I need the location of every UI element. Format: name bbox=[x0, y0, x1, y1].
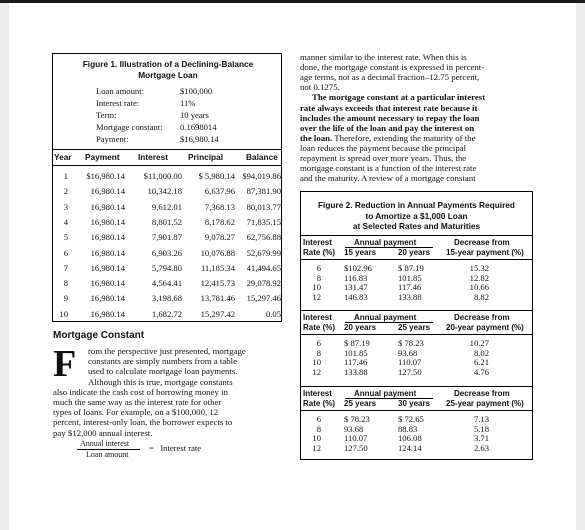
header-bottom-rule bbox=[301, 334, 532, 335]
paragraph-text: not 0.1275. bbox=[300, 82, 340, 93]
year-cell: 6 bbox=[63, 247, 68, 258]
header-years-2: 20 years bbox=[398, 248, 431, 257]
year-cell: 2 bbox=[63, 186, 68, 197]
param-label: Interest rate: bbox=[96, 98, 140, 109]
figure-2-box bbox=[300, 191, 533, 460]
year-cell: 7 bbox=[63, 262, 68, 273]
paragraph-line: types of loans. For example, on a $100,000, 12 bbox=[53, 407, 219, 418]
paragraph-line: rom the perspective just presented, mortgage bbox=[88, 346, 246, 356]
formula-rhs-text: Interest rate bbox=[160, 443, 202, 453]
drop-cap: F bbox=[53, 343, 77, 385]
paragraph-line bbox=[300, 62, 484, 72]
paragraph-line: also indicate the cash cost of borrowing money in bbox=[53, 386, 228, 397]
payment-cell: $102.96 bbox=[344, 263, 372, 273]
paragraph-line bbox=[300, 72, 479, 82]
amount-cell: 1,682.72 bbox=[151, 308, 182, 319]
payment-cell: 133.88 bbox=[398, 291, 422, 302]
header-annual-payment: Annual payment bbox=[354, 238, 417, 247]
year-cell: 8 bbox=[63, 278, 68, 289]
decrease-cell: 7.13 bbox=[473, 414, 489, 424]
payment-cell: 101.85 bbox=[398, 272, 422, 283]
header-interest: Interest bbox=[303, 238, 332, 247]
payment-cell: $ 78.23 bbox=[344, 414, 370, 424]
header-bottom-rule bbox=[53, 165, 281, 166]
decrease-cell: 8.82 bbox=[473, 291, 489, 302]
decrease-cell: 2.63 bbox=[473, 442, 489, 453]
amount-cell: $94,019.86 bbox=[242, 171, 281, 181]
year-cell: 1 bbox=[63, 171, 68, 181]
paragraph-line: pay $12,000 annual interest. bbox=[53, 427, 153, 438]
payment-cell: 127.50 bbox=[398, 366, 422, 377]
param-label: Mortgage constant: bbox=[96, 122, 163, 133]
column-header: Year bbox=[54, 152, 72, 162]
amount-cell: 41,494.65 bbox=[246, 262, 281, 273]
header-rate: Rate (%) bbox=[303, 399, 336, 408]
paragraph-text: rate always exceeds that interest rate because it bbox=[300, 102, 478, 113]
paragraph-line: percent, interest-only loan, the borrower expects to bbox=[53, 417, 233, 428]
decrease-cell: 6.21 bbox=[473, 357, 489, 368]
payment-cell: 133.88 bbox=[344, 366, 368, 377]
paragraph-text: mortgage constant is a function of the interest rate bbox=[300, 163, 477, 174]
rate-cell: 6 bbox=[316, 263, 321, 273]
amount-cell: 9,612.01 bbox=[151, 201, 182, 212]
payment-cell: $ 87.19 bbox=[344, 338, 370, 348]
paragraph-text: The mortgage constant at a particular interest bbox=[312, 92, 486, 103]
year-cell: 5 bbox=[63, 232, 68, 243]
paragraph-line bbox=[300, 163, 476, 173]
rate-cell: 6 bbox=[316, 414, 321, 424]
figure-1-title-line-1: Figure 1. Illustration of a Declining-Balance bbox=[82, 59, 254, 69]
param-value: $16,980.14 bbox=[180, 134, 219, 145]
header-annual-payment: Annual payment bbox=[354, 389, 417, 398]
year-cell: 4 bbox=[63, 216, 68, 227]
param-label: Term: bbox=[96, 110, 117, 121]
amount-cell: $11,000.00 bbox=[143, 171, 182, 181]
paragraph-line bbox=[312, 92, 485, 102]
rate-cell: 10 bbox=[312, 433, 321, 444]
amount-cell: 16,980.14 bbox=[90, 308, 125, 319]
decrease-cell: 10.27 bbox=[469, 338, 489, 348]
amount-cell: 0.05 bbox=[265, 308, 281, 319]
paragraph-line bbox=[300, 123, 474, 133]
header-years-2: 30 years bbox=[398, 399, 431, 408]
header-years-1: 15 years bbox=[344, 248, 377, 257]
paragraph-line: Although this is true, mortgage constants bbox=[88, 376, 233, 387]
payment-cell: 116.83 bbox=[344, 272, 368, 283]
paragraph-line bbox=[300, 103, 477, 113]
header-decrease-2: 20-year payment (%) bbox=[446, 323, 524, 332]
amount-cell: $ 5,980.14 bbox=[198, 171, 235, 181]
rate-cell: 12 bbox=[312, 366, 321, 377]
param-value: 11% bbox=[180, 98, 196, 109]
formula-equals: = bbox=[149, 443, 154, 453]
amount-cell: 15,297.42 bbox=[200, 308, 235, 319]
header-years-2: 25 years bbox=[398, 323, 431, 332]
decrease-cell: 8.02 bbox=[473, 347, 489, 358]
paragraph-text: includes the amount necessary to repay the loan bbox=[300, 112, 480, 123]
amount-cell: 6,903.26 bbox=[151, 247, 182, 258]
amount-cell: 52,679.99 bbox=[246, 247, 281, 258]
amount-cell: 16,980.14 bbox=[90, 216, 125, 227]
amount-cell: 13,781.46 bbox=[200, 293, 235, 304]
payment-cell: $ 78.23 bbox=[398, 338, 424, 348]
header-rate: Rate (%) bbox=[303, 248, 336, 257]
payment-cell: 124.14 bbox=[398, 442, 422, 453]
header-decrease: Decrease from bbox=[454, 313, 510, 322]
section-rule bbox=[301, 310, 532, 311]
param-value: 0.1698014 bbox=[180, 122, 217, 133]
amount-cell: 16,980.14 bbox=[90, 293, 125, 304]
payment-cell: 131.47 bbox=[344, 282, 368, 293]
year-cell: 9 bbox=[63, 293, 68, 304]
amount-cell: 29,078.92 bbox=[246, 278, 281, 289]
payment-cell: 101.85 bbox=[344, 347, 368, 358]
payment-cell: 88.83 bbox=[398, 423, 418, 434]
paragraph-line bbox=[300, 143, 466, 153]
amount-cell: 6,637.96 bbox=[204, 186, 235, 197]
payment-cell: 110.07 bbox=[344, 433, 368, 444]
payment-cell: $ 72.65 bbox=[398, 414, 424, 424]
formula-numerator: Annual interest bbox=[80, 439, 130, 448]
paragraph-text: over the life of the loan and pay the interest on bbox=[300, 122, 475, 133]
paragraph-text-continuation: Therefore, extending the maturity of the bbox=[332, 132, 476, 143]
amount-cell: 10,342.18 bbox=[147, 186, 182, 197]
figure-1-box bbox=[52, 53, 282, 322]
payment-cell: 106.08 bbox=[398, 433, 422, 444]
amount-cell: 87,381.90 bbox=[246, 186, 281, 197]
rate-cell: 10 bbox=[312, 282, 321, 293]
amount-cell: 80,013.77 bbox=[246, 201, 281, 212]
payment-cell: 110.07 bbox=[398, 357, 422, 368]
payment-cell: 93.68 bbox=[344, 423, 364, 434]
header-bottom-rule bbox=[301, 410, 532, 411]
amount-cell: 16,980.14 bbox=[90, 201, 125, 212]
amount-cell: 7,901.87 bbox=[151, 232, 182, 243]
param-value: 10 years bbox=[180, 110, 209, 121]
paragraph-text: loan reduces the payment because the principal bbox=[300, 142, 467, 153]
paragraph-text: manner similar to the interest rate. When this is bbox=[300, 52, 467, 62]
year-cell: 3 bbox=[63, 201, 68, 212]
rate-cell: 8 bbox=[316, 423, 321, 434]
decrease-cell: 4.76 bbox=[473, 366, 489, 377]
figure-2-title-line-3: at Selected Rates and Maturities bbox=[352, 221, 481, 231]
decrease-cell: 10.66 bbox=[469, 282, 489, 293]
section-heading: Mortgage Constant bbox=[53, 330, 145, 341]
column-header: Balance bbox=[246, 152, 278, 162]
param-value: $100,000 bbox=[180, 86, 213, 96]
paragraph-line bbox=[300, 52, 467, 62]
column-header: Payment bbox=[85, 152, 120, 162]
year-cell: 10 bbox=[59, 308, 68, 319]
figure-1-title bbox=[53, 59, 283, 81]
amount-cell: 8,178.62 bbox=[204, 216, 235, 227]
header-rate: Rate (%) bbox=[303, 323, 336, 332]
header-annual-payment: Annual payment bbox=[354, 313, 417, 322]
figure-2-title bbox=[301, 200, 532, 232]
column-header: Principal bbox=[188, 152, 224, 162]
paragraph-line bbox=[300, 133, 476, 143]
paragraph-text: done, the mortgage constant is expressed in percent- bbox=[300, 62, 485, 73]
payment-cell: 117.46 bbox=[398, 282, 422, 293]
rate-cell: 6 bbox=[316, 338, 321, 348]
paragraph-line: constants are simply numbers from a table bbox=[88, 356, 238, 367]
payment-cell: 127.50 bbox=[344, 442, 368, 453]
payment-cell: 146.83 bbox=[344, 291, 368, 302]
paragraph-text: and the maturity. A review of a mortgage constant bbox=[300, 173, 476, 184]
payment-cell: 93.68 bbox=[398, 347, 418, 358]
decrease-cell: 15.32 bbox=[469, 263, 489, 273]
decrease-cell: 3.71 bbox=[473, 433, 489, 444]
header-decrease: Decrease from bbox=[454, 389, 510, 398]
rate-cell: 8 bbox=[316, 272, 321, 283]
amount-cell: 15,297.46 bbox=[246, 293, 281, 304]
amount-cell: 12,415.73 bbox=[200, 278, 235, 289]
amount-cell: 16,980.14 bbox=[90, 247, 125, 258]
formula-rhs bbox=[149, 443, 201, 453]
paragraph-line: much the same way as the interest rate for other bbox=[53, 397, 222, 407]
amount-cell: 10,076.88 bbox=[200, 247, 235, 258]
column-header: Interest bbox=[138, 152, 168, 162]
amount-cell: 4,564.41 bbox=[151, 278, 182, 289]
rate-cell: 10 bbox=[312, 357, 321, 368]
amount-cell: 16,980.14 bbox=[90, 262, 125, 273]
amount-cell: 16,980.14 bbox=[90, 186, 125, 197]
paragraph-text: repayment is spread over more years. Thus, the bbox=[300, 153, 467, 163]
amount-cell: $16,980.14 bbox=[86, 171, 125, 181]
param-label: Loan amount: bbox=[96, 86, 144, 96]
rate-cell: 8 bbox=[316, 347, 321, 358]
paragraph-line bbox=[300, 153, 466, 163]
header-interest: Interest bbox=[303, 313, 332, 322]
paragraph-text: the loan. bbox=[300, 132, 333, 143]
amount-cell: 3,198.68 bbox=[151, 293, 182, 304]
figure-2-title-line-2: to Amortize a $1,000 Loan bbox=[365, 210, 468, 221]
figure-2-title-rule bbox=[301, 235, 532, 236]
paragraph-line: used to calculate mortgage loan payments. bbox=[88, 366, 238, 377]
payment-cell: $ 87.19 bbox=[398, 263, 424, 273]
amount-cell: 16,980.14 bbox=[90, 278, 125, 289]
rate-cell: 12 bbox=[312, 442, 321, 453]
param-label: Payment: bbox=[96, 134, 129, 145]
amount-cell: 16,980.14 bbox=[90, 232, 125, 243]
header-years-1: 25 years bbox=[344, 399, 377, 408]
payment-cell: 117.46 bbox=[344, 357, 368, 368]
paragraph-text: age terms, not as a decimal fraction–12.75 percent, bbox=[300, 72, 480, 83]
amount-cell: 5,794.80 bbox=[151, 262, 182, 273]
decrease-cell: 12.82 bbox=[469, 272, 489, 283]
paragraph-line bbox=[300, 113, 479, 123]
rate-cell: 12 bbox=[312, 291, 321, 302]
header-decrease-2: 25-year payment (%) bbox=[446, 399, 524, 408]
section-rule bbox=[301, 386, 532, 387]
header-decrease: Decrease from bbox=[454, 238, 510, 247]
decrease-cell: 5.18 bbox=[473, 423, 489, 434]
amount-cell: 8,801.52 bbox=[151, 216, 182, 227]
paragraph-line bbox=[300, 173, 476, 183]
amount-cell: 71,835.15 bbox=[246, 216, 281, 227]
header-bottom-rule bbox=[301, 259, 532, 260]
header-interest: Interest bbox=[303, 389, 332, 398]
header-decrease-2: 15-year payment (%) bbox=[446, 248, 524, 257]
header-years-1: 20 years bbox=[344, 323, 377, 332]
figure-1-title-line-2: Mortgage Loan bbox=[138, 70, 198, 80]
amount-cell: 11,185.34 bbox=[200, 262, 235, 273]
amount-cell: 9,078.27 bbox=[204, 232, 235, 243]
paragraph-line bbox=[300, 82, 340, 92]
amount-cell: 62,756.88 bbox=[246, 232, 281, 243]
figure-2-title-line-1: Figure 2. Reduction in Annual Payments Required bbox=[317, 200, 515, 210]
table-top-rule bbox=[53, 149, 281, 150]
formula-denominator: Loan amount bbox=[86, 450, 129, 459]
amount-cell: 7,368.13 bbox=[204, 201, 235, 212]
